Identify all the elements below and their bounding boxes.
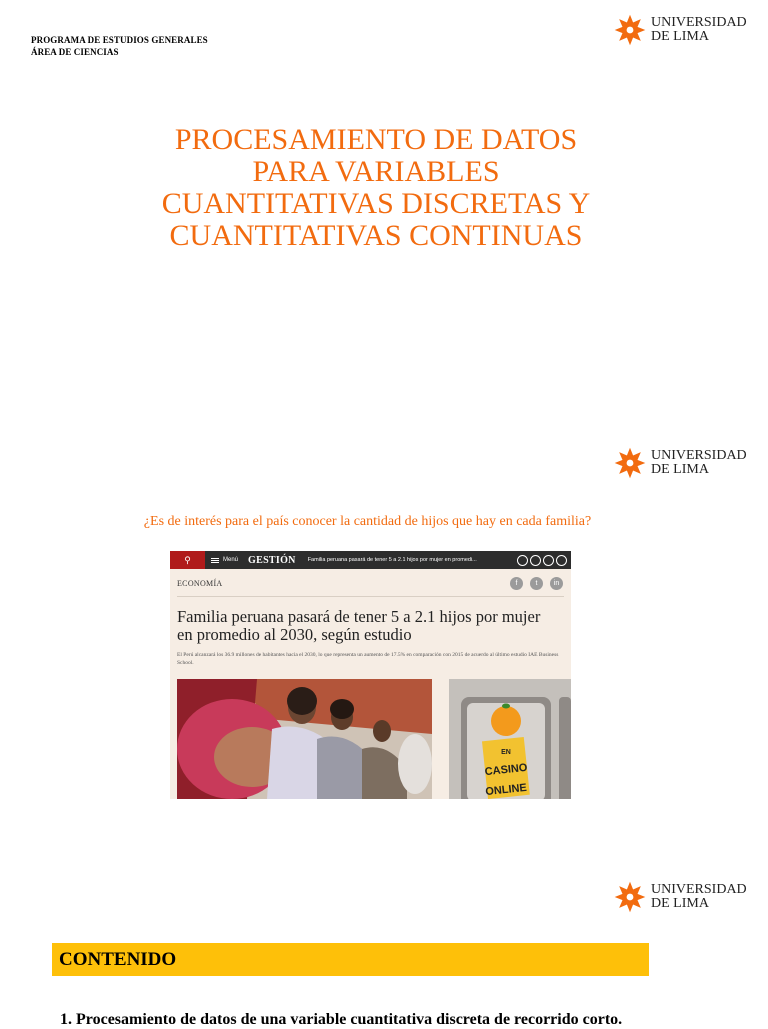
sun-flower-icon xyxy=(613,880,647,914)
logo-text: UNIVERSIDAD DE LIMA xyxy=(651,15,747,44)
social-icons xyxy=(517,555,567,566)
slide-title: PROCESAMIENTO DE DATOS PARA VARIABLES CUANTITATIVAS DISCRETAS Y CUANTITATIVAS CONTINUAS xyxy=(161,123,591,252)
linkedin-icon: in xyxy=(550,577,563,590)
news-summary: El Perú alcanzará los 36.9 millones de habitantes hacia el 2030, lo que representa un aumento de 17.5% en comparación con 2015 de acuerdo al último estudio IAE Business School. xyxy=(177,652,559,666)
news-brand: GESTIÓN xyxy=(248,554,296,566)
casino-advertisement xyxy=(449,679,571,799)
university-logo xyxy=(613,880,747,914)
svg-text:EN: EN xyxy=(501,749,511,756)
area-name: ÁREA DE CIENCIAS xyxy=(31,47,119,57)
contenido-label: CONTENIDO xyxy=(59,949,177,970)
contenido-banner xyxy=(52,943,649,976)
program-name: PROGRAMA DE ESTUDIOS GENERALES xyxy=(31,35,208,45)
question-text: ¿Es de interés para el país conocer la cantidad de hijos que hay en cada familia? xyxy=(143,514,592,529)
sun-flower-icon xyxy=(613,446,647,480)
divider xyxy=(177,596,564,597)
search-icon: ⚲ xyxy=(170,551,205,569)
program-header xyxy=(31,34,208,58)
twitter-icon: t xyxy=(530,577,543,590)
content-item: 1. Procesamiento de datos de una variable cuantitativa discreta de recorrido corto. xyxy=(60,1011,623,1028)
logo-text: UNIVERSIDAD DE LIMA xyxy=(651,882,747,911)
news-article-screenshot xyxy=(170,551,571,799)
university-logo xyxy=(613,446,747,480)
sun-flower-icon xyxy=(613,13,647,47)
topbar-headline: Familia peruana pasará de tener 5 a 2.1 hijos por mujer en promedi... xyxy=(307,557,477,563)
news-photo xyxy=(177,679,432,799)
university-logo xyxy=(613,13,747,47)
news-section: ECONOMÍA xyxy=(177,579,223,588)
facebook-icon: f xyxy=(510,577,523,590)
news-headline: Familia peruana pasará de tener 5 a 2.1 hijos por mujer en promedio al 2030, según estudio xyxy=(177,607,541,644)
share-icons xyxy=(510,577,563,590)
svg-text:ONLINE: ONLINE xyxy=(484,781,528,799)
svg-text:CASINO: CASINO xyxy=(484,761,529,779)
menu-button: Menú xyxy=(211,557,238,563)
logo-text: UNIVERSIDAD DE LIMA xyxy=(651,448,747,477)
news-topbar xyxy=(170,551,571,569)
